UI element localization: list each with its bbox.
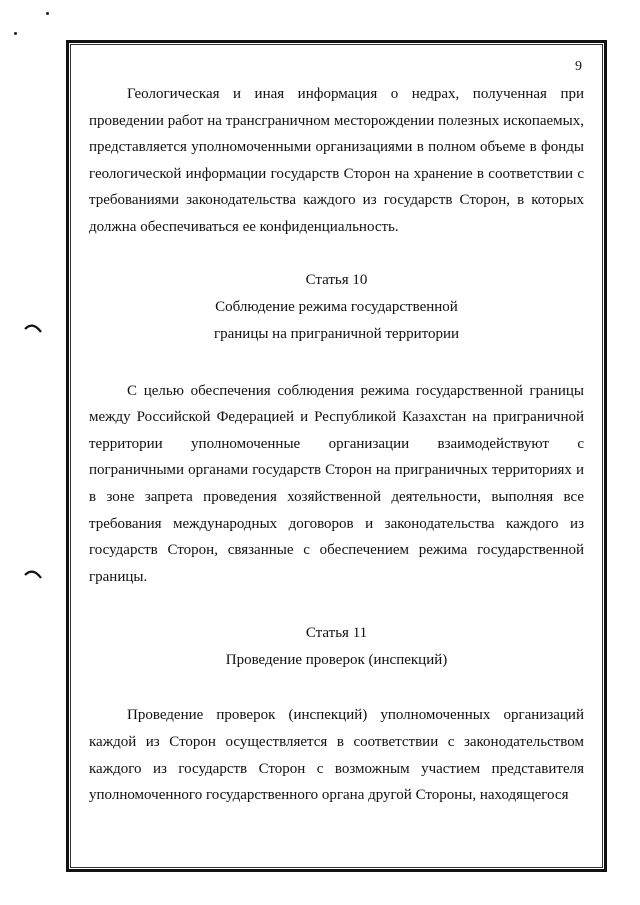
article-10-title-line-2: границы на приграничной территории xyxy=(213,325,460,342)
article-11-heading xyxy=(89,620,584,674)
article-10-title-line-1: Соблюдение режима государственной xyxy=(215,298,458,315)
article-11-title: Проведение проверок (инспекций) xyxy=(225,652,448,669)
binding-hole-mark xyxy=(24,320,42,334)
article-10-heading xyxy=(89,267,584,348)
paragraph-geological-info: Геологическая и иная информация о недрах, полученная при проведении работ на трансграничном месторождении полезных ископаемых, представляется уполномоченными организациями в полном объеме в фонды геологической информации государств Сторон на хранение в соответствии с требованиями законодательства каждого из государств Сторон, в которых должна обеспечиваться ее конфиденциальность. xyxy=(89,86,584,235)
page-frame xyxy=(66,40,607,872)
paragraph-inspections: Проведение проверок (инспекций) уполномоченных организаций каждой из Сторон осуществляется в соответствии с законодательством каждого из государств Сторон с возможным участием представителя уполномоченного государственного органа другой Стороны, находящегося xyxy=(89,707,584,804)
page-number: 9 xyxy=(575,59,582,74)
scan-speck xyxy=(46,12,49,15)
article-10-number: Статья 10 xyxy=(305,271,368,288)
binding-hole-mark xyxy=(24,566,42,580)
scan-speck xyxy=(14,32,17,35)
paragraph-border-regime: С целью обеспечения соблюдения режима государственной границы между Российской Федерацией и Республикой Казахстан на приграничной территории уполномоченные организации взаимодействуют с пограничными органами государств Сторон на приграничных территориях и в зоне запрета проведения хозяйственной деятельности, выполняя все требования международных договоров и законодательства каждого из государств Сторон, связанные с обеспечением режима государственной границы. xyxy=(89,382,584,585)
article-11-number: Статья 11 xyxy=(305,625,368,642)
document-body xyxy=(89,81,584,809)
